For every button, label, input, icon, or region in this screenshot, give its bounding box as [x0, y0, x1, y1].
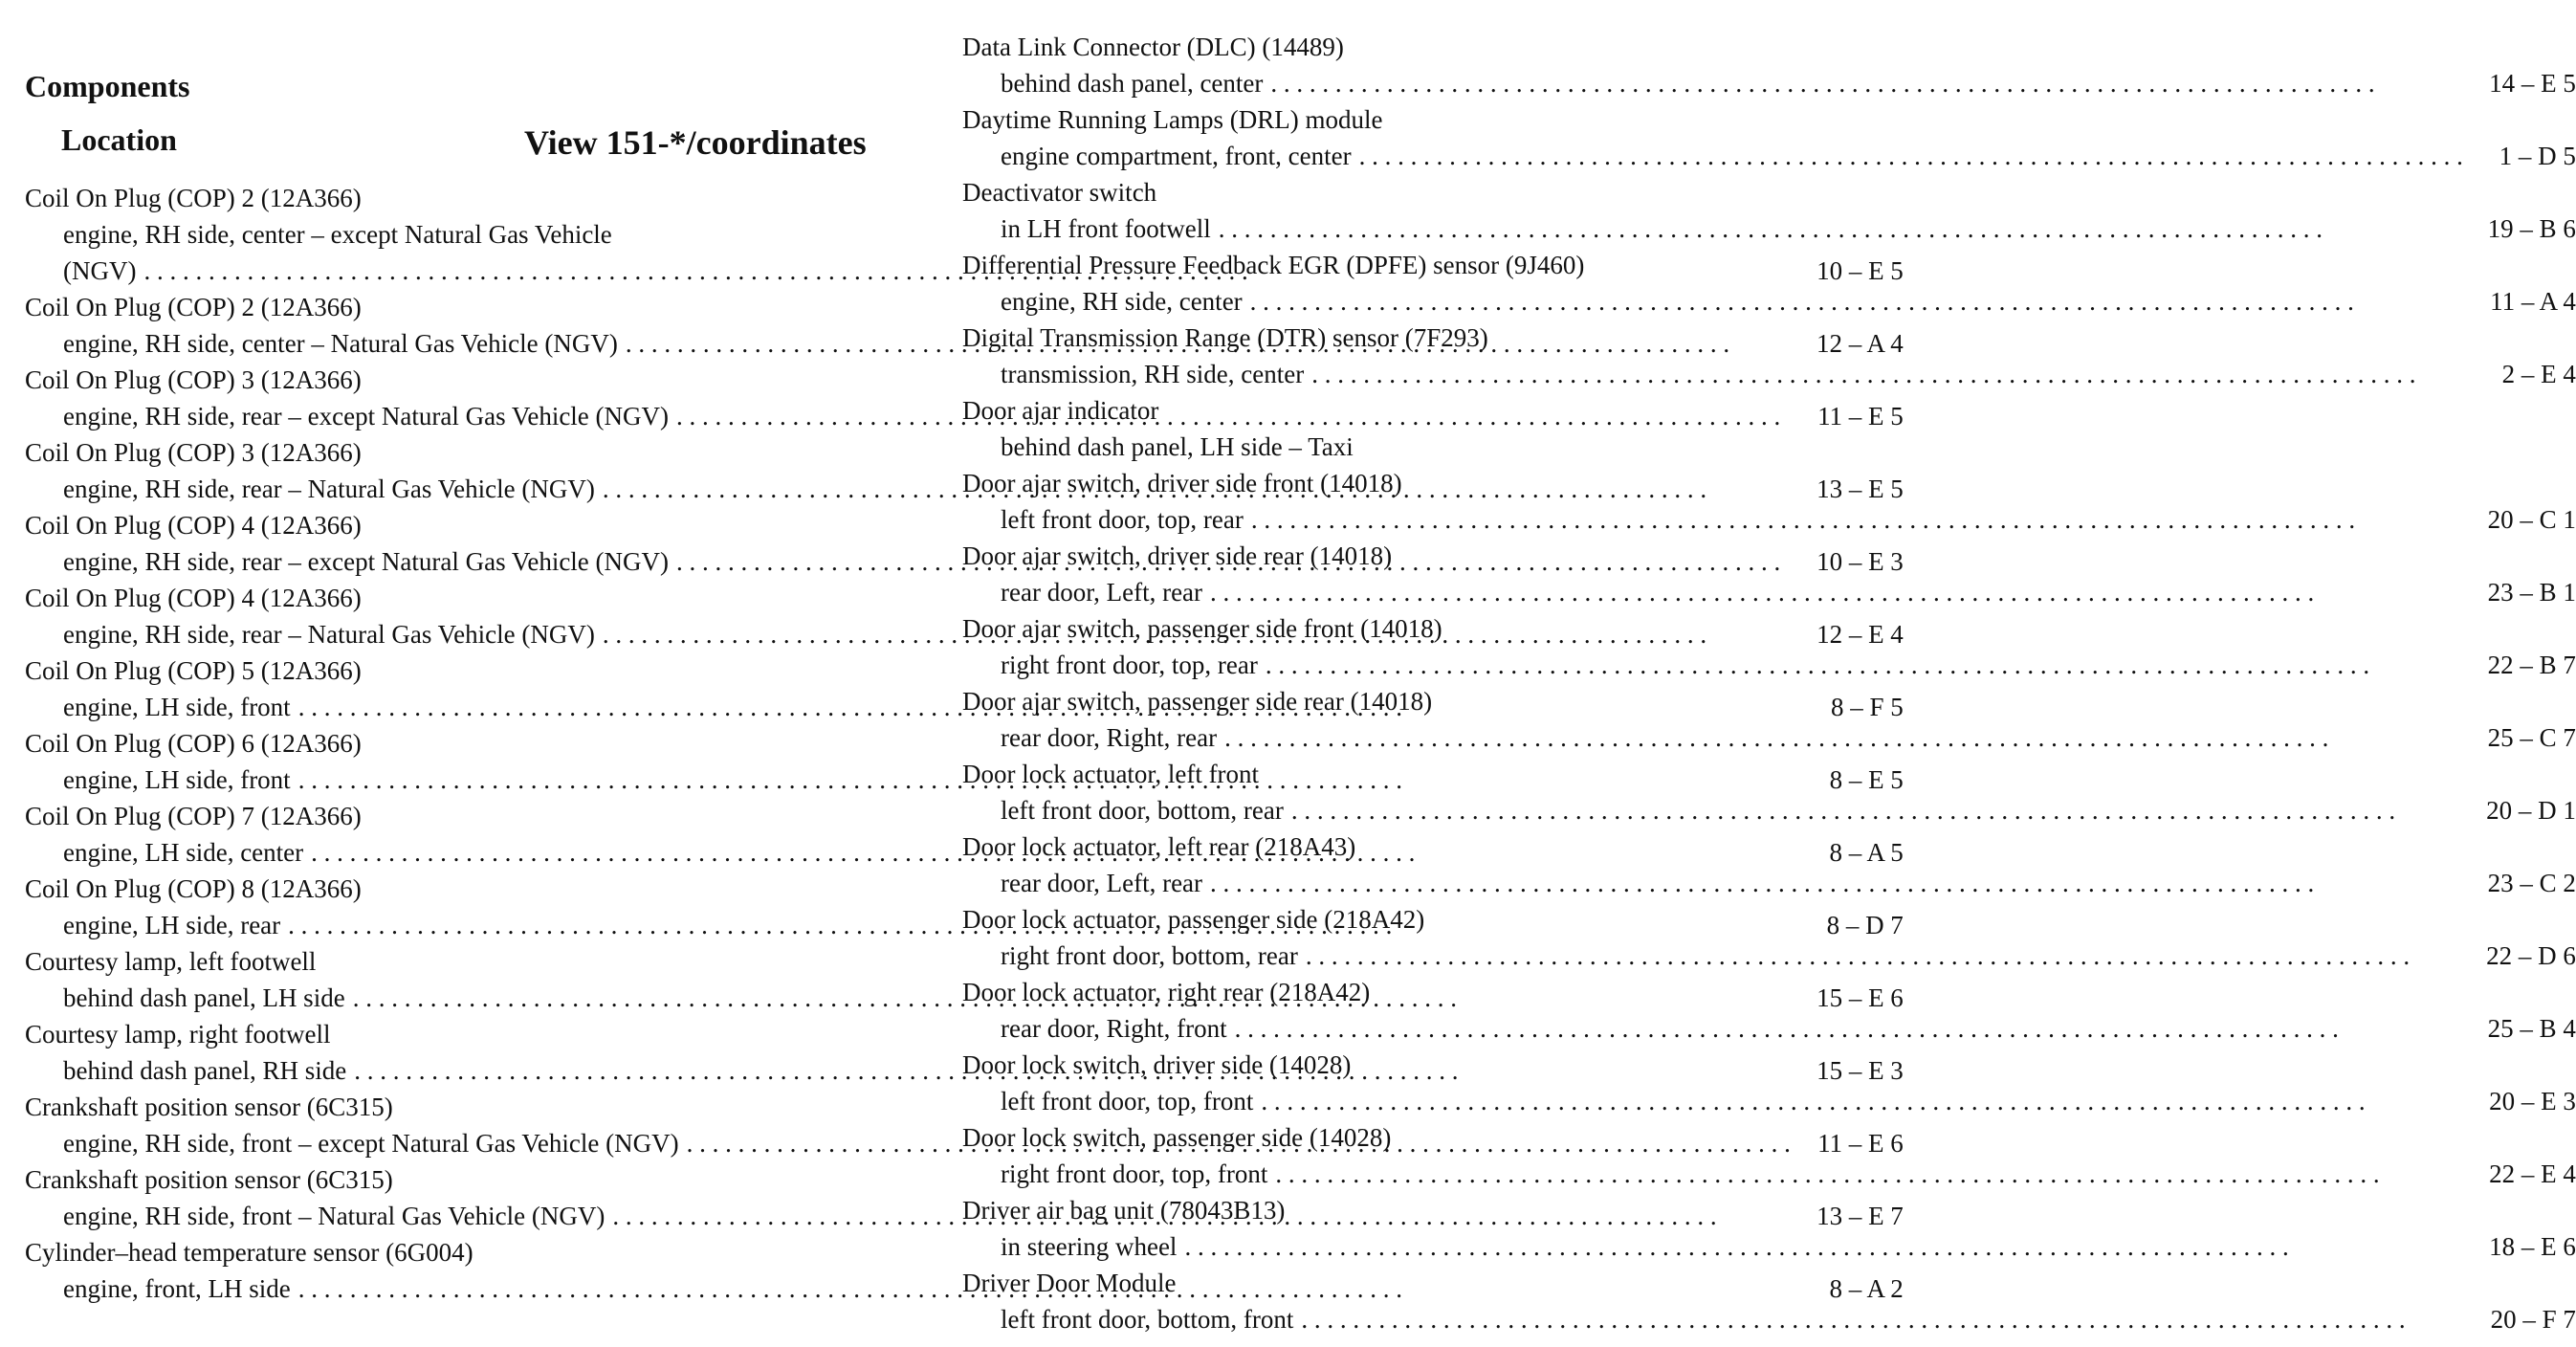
dot-leader: [1211, 210, 2463, 247]
view-coordinate-ref: 8 – D 7: [1826, 911, 1904, 939]
view-coordinate-ref: 20 – D 1: [2486, 796, 2576, 825]
location-row: [962, 283, 2576, 320]
dot-leader: [1227, 1010, 2463, 1047]
dot-leader: [1258, 647, 2463, 683]
view-coordinate-ref: 10 – E 3: [1816, 547, 1904, 576]
component-entry: [962, 756, 2576, 828]
component-name: Differential Pressure Feedback EGR (DPFE) sensor (9J460): [962, 251, 1585, 279]
view-coordinate-ref: 10 – E 5: [1816, 256, 1904, 285]
component-name: Coil On Plug (COP) 7 (12A366): [25, 802, 362, 830]
component-name: Door ajar switch, driver side rear (14018): [962, 541, 1393, 570]
component-name: Door lock actuator, passenger side (218A42): [962, 905, 1425, 934]
component-location: left front door, bottom, front: [1001, 1305, 1294, 1334]
component-name: Digital Transmission Range (DTR) sensor (7F293): [962, 323, 1488, 352]
view-coordinate-ref: 8 – A 5: [1829, 838, 1904, 867]
component-location: engine, RH side, center: [1001, 287, 1243, 316]
component-location: rear door, Right, rear: [1001, 723, 1218, 752]
component-location: left front door, bottom, rear: [1001, 796, 1284, 825]
component-location: behind dash panel, center: [1001, 69, 1264, 98]
dot-leader: [1267, 1156, 2462, 1192]
view-coordinate-ref: 15 – E 3: [1816, 1056, 1904, 1085]
component-location: left front door, top, rear: [1001, 505, 1244, 534]
component-name: Coil On Plug (COP) 2 (12A366): [25, 184, 362, 212]
component-location: rear door, Left, rear: [1001, 578, 1203, 607]
location-row: [962, 1228, 2576, 1265]
dot-leader: [1217, 719, 2463, 756]
location-row: [962, 792, 2576, 828]
location-row: [962, 429, 2576, 465]
view-coordinate-ref: 2 – E 4: [2501, 360, 2576, 388]
location-row: [962, 719, 2576, 756]
location-row: [962, 865, 2576, 901]
dot-leader: [1253, 1083, 2463, 1119]
dot-leader: [1243, 283, 2463, 320]
view-coordinate-ref: 11 – A 4: [2490, 287, 2576, 316]
component-name: Coil On Plug (COP) 4 (12A366): [25, 511, 362, 540]
component-name: Crankshaft position sensor (6C315): [25, 1093, 393, 1121]
component-name: Door lock switch, driver side (14028): [962, 1050, 1352, 1079]
component-entry: [962, 974, 2576, 1047]
view-coordinate-ref: 22 – D 6: [2486, 941, 2576, 970]
location-column-heading: Location: [61, 122, 177, 157]
component-location: engine, RH side, center – except Natural Gas Vehicle: [63, 220, 612, 249]
component-entry: [962, 1119, 2576, 1192]
component-name: Data Link Connector (DLC) (14489): [962, 33, 1344, 61]
component-location: engine, RH side, rear – Natural Gas Vehicle (NGV): [63, 620, 595, 649]
view-coordinate-ref: 23 – B 1: [2487, 578, 2576, 607]
view-coordinate-ref: 15 – E 6: [1816, 983, 1904, 1012]
component-location: right front door, top, rear: [1001, 651, 1258, 679]
component-entry: [962, 174, 2576, 247]
component-location: engine, RH side, center – Natural Gas Vehicle (NGV): [63, 329, 618, 358]
view-coordinate-ref: 1 – D 5: [2499, 142, 2576, 170]
component-location: right front door, top, front: [1001, 1159, 1268, 1188]
component-name: Daytime Running Lamps (DRL) module: [962, 105, 1383, 134]
dot-leader: [1202, 865, 2463, 901]
view-coordinate-ref: 8 – E 5: [1829, 765, 1904, 794]
component-name: Door ajar switch, passenger side rear (14018): [962, 687, 1433, 716]
view-coordinate-ref: 25 – B 4: [2487, 1014, 2576, 1043]
view-coordinate-ref: 22 – B 7: [2487, 651, 2576, 679]
component-location: behind dash panel, LH side – Taxi: [1001, 432, 1354, 461]
component-name: Door lock actuator, right rear (218A42): [962, 978, 1371, 1006]
component-entry: [962, 683, 2576, 756]
component-name: Coil On Plug (COP) 3 (12A366): [25, 438, 362, 467]
component-entry: [962, 101, 2576, 174]
view-coordinates-heading: View 151-*/coordinates: [524, 123, 867, 162]
component-entry: [962, 320, 2576, 392]
component-location: left front door, top, front: [1001, 1087, 1254, 1115]
view-coordinate-ref: 25 – C 7: [2487, 723, 2576, 752]
component-entry: [962, 29, 2576, 101]
section-heading: Components: [25, 69, 190, 103]
view-coordinate-ref: 13 – E 7: [1816, 1202, 1904, 1230]
component-location: right front door, bottom, rear: [1001, 941, 1298, 970]
view-coordinate-ref: 20 – E 3: [2489, 1087, 2576, 1115]
location-row: [962, 1156, 2576, 1192]
location-row: [962, 138, 2576, 174]
view-coordinate-ref: 19 – B 6: [2487, 214, 2576, 243]
component-location: engine, LH side, center: [63, 838, 304, 867]
dot-leader: [1202, 574, 2463, 610]
component-name: Door ajar switch, passenger side front (14018): [962, 614, 1442, 643]
component-entry: [962, 1047, 2576, 1119]
dot-leader: [1293, 1301, 2462, 1337]
component-location: engine, front, LH side: [63, 1274, 291, 1303]
component-entry: [962, 828, 2576, 901]
component-entry: [962, 1265, 2576, 1337]
view-coordinate-ref: 11 – E 5: [1817, 402, 1904, 431]
dot-leader: [1352, 138, 2463, 174]
component-location: behind dash panel, LH side: [63, 983, 345, 1012]
component-location: engine, RH side, front – Natural Gas Vehicle (NGV): [63, 1202, 605, 1230]
view-coordinate-ref: 12 – A 4: [1816, 329, 1904, 358]
component-location: engine, RH side, rear – except Natural Gas Vehicle (NGV): [63, 402, 670, 431]
dot-leader: [1177, 1228, 2462, 1265]
component-name: Door ajar indicator: [962, 396, 1159, 425]
view-coordinate-ref: 23 – C 2: [2487, 869, 2576, 897]
component-name: Deactivator switch: [962, 178, 1157, 207]
component-entry: [962, 392, 2576, 465]
location-row: [962, 1083, 2576, 1119]
dot-leader: [1298, 938, 2463, 974]
location-row: [962, 501, 2576, 538]
view-coordinate-ref: 20 – F 7: [2490, 1305, 2576, 1334]
view-coordinate-ref: 22 – E 4: [2489, 1159, 2576, 1188]
component-name: Cylinder–head temperature sensor (6G004): [25, 1238, 473, 1267]
component-name: Courtesy lamp, left footwell: [25, 947, 317, 976]
location-row: [962, 574, 2576, 610]
view-coordinate-ref: 18 – E 6: [2489, 1232, 2576, 1261]
component-entry: [962, 610, 2576, 683]
component-entry: [962, 901, 2576, 974]
component-name: Coil On Plug (COP) 3 (12A366): [25, 365, 362, 394]
dot-leader: [1244, 501, 2463, 538]
component-location: rear door, Right, front: [1001, 1014, 1227, 1043]
component-location: transmission, RH side, center: [1001, 360, 1305, 388]
component-name: Driver Door Module: [962, 1269, 1177, 1297]
component-name: Coil On Plug (COP) 2 (12A366): [25, 293, 362, 321]
component-entry: [962, 465, 2576, 538]
component-name: Crankshaft position sensor (6C315): [25, 1165, 393, 1194]
location-row: [962, 356, 2576, 392]
component-location: in steering wheel: [1001, 1232, 1178, 1261]
component-location: engine, RH side, rear – except Natural Gas Vehicle (NGV): [63, 547, 670, 576]
component-entry: [962, 247, 2576, 320]
view-coordinate-ref: 14 – E 5: [2489, 69, 2576, 98]
component-location: engine, LH side, front: [63, 693, 291, 721]
location-row: [962, 647, 2576, 683]
component-name: Door lock actuator, left rear (218A43): [962, 832, 1356, 861]
location-row: [962, 210, 2576, 247]
dot-leader: [1284, 792, 2463, 828]
view-coordinate-ref: 12 – E 4: [1816, 620, 1904, 649]
component-entry: [962, 1192, 2576, 1265]
dot-leader: [1304, 356, 2463, 392]
component-location: rear door, Left, rear: [1001, 869, 1203, 897]
view-coordinate-ref: 13 – E 5: [1816, 475, 1904, 503]
view-coordinate-ref: 11 – E 6: [1817, 1129, 1904, 1158]
component-location: engine, RH side, rear – Natural Gas Vehicle (NGV): [63, 475, 595, 503]
location-row: [962, 938, 2576, 974]
view-coordinate-ref: 20 – C 1: [2487, 505, 2576, 534]
location-row: [962, 1010, 2576, 1047]
component-name: Door lock switch, passenger side (14028): [962, 1123, 1392, 1152]
location-row: [962, 1301, 2576, 1337]
component-location: engine, RH side, front – except Natural Gas Vehicle (NGV): [63, 1129, 679, 1158]
component-name: Coil On Plug (COP) 4 (12A366): [25, 584, 362, 612]
component-location: behind dash panel, RH side: [63, 1056, 347, 1085]
right-entry-list: [962, 29, 2576, 1337]
component-location-continued: (NGV): [63, 256, 137, 285]
component-name: Coil On Plug (COP) 5 (12A366): [25, 656, 362, 685]
component-name: Courtesy lamp, right footwell: [25, 1020, 331, 1049]
component-name: Driver air bag unit (78043B13): [962, 1196, 1286, 1225]
view-coordinate-ref: 8 – F 5: [1831, 693, 1904, 721]
component-name: Door lock actuator, left front: [962, 760, 1260, 788]
component-location: engine, LH side, front: [63, 765, 291, 794]
component-name: Coil On Plug (COP) 6 (12A366): [25, 729, 362, 758]
component-entry: [962, 538, 2576, 610]
component-location: in LH front footwell: [1001, 214, 1211, 243]
view-coordinate-ref: 8 – A 2: [1829, 1274, 1904, 1303]
component-location: engine, LH side, rear: [63, 911, 281, 939]
dot-leader: [1263, 65, 2462, 101]
component-name: Coil On Plug (COP) 8 (12A366): [25, 874, 362, 903]
component-location: engine compartment, front, center: [1001, 142, 1352, 170]
location-row: [962, 65, 2576, 101]
component-name: Door ajar switch, driver side front (14018): [962, 469, 1402, 497]
